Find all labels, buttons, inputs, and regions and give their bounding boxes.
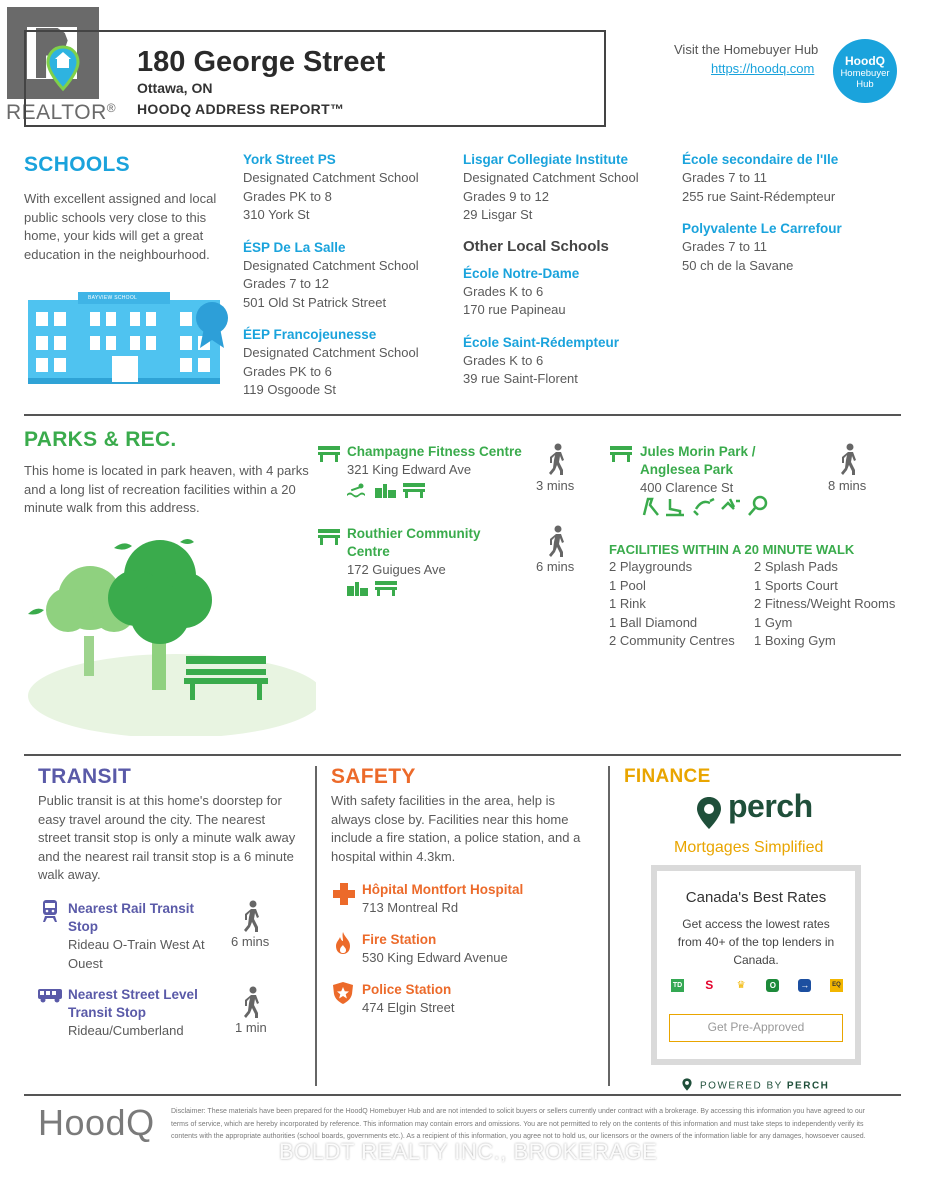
schools-title: SCHOOLS	[24, 153, 130, 176]
powered-by-perch: POWERED BY PERCH	[682, 1078, 829, 1094]
school-address: 501 Old St Patrick Street	[243, 294, 387, 310]
safety-item-address: 530 King Edward Avenue	[362, 950, 508, 965]
train-icon	[42, 900, 58, 927]
lender-logo-eq: EQ	[830, 979, 843, 992]
footer-disclaimer: Disclaimer: These materials have been prepared for the HoodQ Homebuyer Hub and are not intended to solicit buyers or sellers currently under contract with a brokerage. By accessing this information you have agreed to our terms of service, which are hereby incorporated by reference. This information may contain errors and omissions. You are not permitted to rely on the contents of this information and must take steps to independently verify its contents with the appropriate authorities (school boards, governments etc.). As a recipient of this information, you agree not to hold us, our licensors or the owners of the information liable for any damages, howsoever caused.	[171, 1108, 866, 1140]
lender-logo-scotia: S	[705, 978, 714, 992]
walk-icon	[547, 525, 567, 562]
school-name[interactable]: Lisgar Collegiate Institute	[463, 152, 629, 167]
safety-fire-station	[362, 931, 508, 968]
rates-card-text: Get access the lowest rates from 40+ of the top lenders in Canada.	[677, 917, 835, 967]
bench-icon	[318, 529, 340, 550]
transit-rail-stop: Rideau O-Train West At	[68, 937, 205, 952]
divider-safety-finance	[608, 766, 610, 1086]
hub-badge-line2: Homebuyer	[840, 68, 890, 79]
safety-police-station	[362, 981, 455, 1018]
transit-intro: Public transit is at this home's doorstep for easy travel around the city. The nearest street transit stop is only a minute walk away and the nearest rail transit stop is a 6 minute walk away.	[38, 793, 296, 882]
school-col-2	[463, 151, 673, 389]
divider-transit-safety	[315, 766, 317, 1086]
park-place-address: 172 Guigues Ave	[347, 562, 446, 577]
school-name[interactable]: École Notre-Dame	[463, 265, 580, 281]
divider-schools	[24, 414, 901, 416]
lender-logo-circle: O	[766, 979, 779, 992]
walk-time: 3 mins	[536, 478, 575, 493]
transit-rail-stop-line2: Ouest	[68, 955, 103, 971]
safety-item-address: 474 Elgin Street	[362, 1000, 455, 1015]
walk-icon	[547, 443, 567, 480]
school-polyvalente-le-carrefour	[682, 220, 902, 275]
safety-title: SAFETY	[331, 765, 416, 788]
hub-badge-line1: HoodQ	[845, 54, 885, 68]
hub-link[interactable]: https://hoodq.com	[711, 61, 815, 76]
walk-icon	[242, 986, 262, 1023]
report-label: HOODQ ADDRESS REPORT™	[137, 101, 345, 117]
school-york-street	[243, 151, 453, 225]
school-address: 29 Lisgar St	[463, 207, 533, 222]
safety-item-name[interactable]: Police Station	[362, 982, 452, 997]
bus-icon	[38, 989, 62, 1008]
police-badge-icon	[333, 982, 353, 1009]
facilities-right-list: 2 Splash Pads 1 Sports Court 2 Fitness/Weight Rooms 1 Gym 1 Boxing Gym	[754, 559, 896, 648]
walk-icon	[242, 900, 262, 937]
perch-pin-icon	[696, 796, 722, 830]
park-place-name-line2[interactable]: Centre	[347, 544, 390, 559]
park-place-address: 321 King Edward Ave	[347, 462, 472, 477]
school-name[interactable]: École secondaire de l'Ile	[682, 152, 839, 167]
address-title: 180 George Street	[137, 46, 386, 78]
park-place-jules-morin	[640, 443, 756, 498]
school-name[interactable]: ÉEP Francojeunesse	[243, 327, 377, 342]
school-eep-francojeunesse	[243, 326, 453, 400]
school-address: 39 rue Saint-Florent	[463, 371, 578, 386]
park-place-amenities	[347, 580, 399, 601]
walk-time: 8 mins	[828, 478, 867, 493]
transit-street	[68, 986, 198, 1041]
park-place-name[interactable]: Routhier Community	[347, 526, 481, 541]
lender-logo-desjardins: ♛	[736, 980, 746, 991]
walk-time: 6 mins	[231, 934, 270, 949]
school-grades: Grades K to 6	[463, 352, 544, 368]
hub-badge[interactable]	[833, 39, 897, 103]
park-place-name[interactable]: Jules Morin Park /	[640, 444, 756, 459]
facilities-title: FACILITIES WITHIN A 20 MINUTE WALK	[609, 542, 855, 557]
school-address: 255 rue Saint-Rédempteur	[682, 188, 836, 204]
safety-item-name[interactable]: Fire Station	[362, 932, 437, 947]
school-type: Designated Catchment School	[243, 170, 419, 185]
walk-time: 1 min	[235, 1020, 267, 1035]
lender-logo-td: TD	[671, 979, 684, 992]
school-ecole-secondaire-de-lile	[682, 151, 902, 206]
transit-street-title-line2[interactable]: Transit Stop	[68, 1005, 147, 1020]
transit-rail-title-line2[interactable]: Stop	[68, 919, 98, 934]
park-place-champagne	[347, 443, 522, 480]
get-pre-approved-button[interactable]: Get Pre-Approved	[669, 1014, 843, 1042]
hoodq-footer-logo: HoodQ	[38, 1102, 155, 1143]
school-type: Designated Catchment School	[463, 170, 639, 185]
school-address: 50 ch de la Savane	[682, 257, 794, 273]
parks-intro: This home is located in park heaven, with 4 parks and a long list of recreation facilities within a 20 minute walk from this address.	[24, 463, 309, 515]
lender-logos	[671, 979, 843, 992]
school-grades: Grades 9 to 12	[463, 188, 549, 204]
school-lisgar	[463, 151, 673, 225]
lender-logo-arrow: →	[800, 980, 810, 990]
perch-wordmark: perch	[728, 788, 813, 824]
parks-title: PARKS & REC.	[24, 428, 177, 451]
school-grades: Grades PK to 8	[243, 188, 332, 204]
school-ecole-saint-redempteur	[463, 334, 673, 389]
walk-time: 6 mins	[536, 559, 575, 574]
school-name[interactable]: Polyvalente Le Carrefour	[682, 221, 842, 236]
school-address: 310 York St	[243, 207, 310, 222]
divider-parks	[24, 754, 901, 756]
transit-rail	[68, 900, 205, 973]
school-grades: Grades PK to 6	[243, 363, 332, 379]
address-city: Ottawa, ON	[137, 80, 213, 96]
school-col-1	[243, 151, 453, 400]
park-place-address: 400 Clarence St	[640, 480, 734, 495]
transit-title: TRANSIT	[38, 765, 132, 788]
safety-hospital	[362, 881, 523, 918]
other-schools-title: Other Local Schools	[463, 237, 609, 255]
facilities-left-list: 2 Playgrounds 1 Pool 1 Rink 1 Ball Diamond 2 Community Centres	[609, 559, 735, 648]
hub-badge-line3: Hub	[856, 79, 874, 90]
school-col-3	[682, 151, 902, 275]
school-type: Designated Catchment School	[243, 345, 419, 360]
brokerage-watermark: BOLDT REALTY INC., BROKERAGE	[279, 1139, 658, 1164]
school-building-sign: BAYVIEW SCHOOL	[88, 295, 138, 301]
school-name[interactable]: École Saint-Rédempteur	[463, 334, 620, 350]
school-type: Designated Catchment School	[243, 257, 419, 273]
school-address: 119 Osgoode St	[243, 382, 336, 397]
transit-street-title[interactable]: Nearest Street Level	[68, 987, 198, 1002]
hospital-cross-icon	[333, 883, 355, 910]
realtor-label: REALTOR®	[6, 101, 117, 124]
school-name[interactable]: ÉSP De La Salle	[243, 239, 346, 255]
perch-tagline: Mortgages Simplified	[674, 839, 824, 856]
school-grades: Grades K to 6	[463, 283, 544, 299]
transit-street-stop: Rideau/Cumberland	[68, 1023, 184, 1038]
park-place-name-line2[interactable]: Anglesea Park	[640, 462, 734, 477]
school-building-illustration	[28, 286, 238, 391]
safety-item-address: 713 Montreal Rd	[362, 900, 459, 915]
school-name[interactable]: York Street PS	[243, 152, 336, 167]
park-place-routhier	[347, 525, 481, 580]
rates-card-title: Canada's Best Rates	[685, 889, 827, 906]
bench-icon	[610, 446, 632, 467]
park-illustration	[26, 536, 316, 741]
park-place-amenities	[347, 482, 427, 503]
park-place-amenities	[640, 495, 770, 522]
school-esp-de-la-salle	[243, 239, 453, 313]
perch-pin-small-icon	[682, 1078, 692, 1094]
school-grades: Grades 7 to 12	[243, 276, 329, 291]
school-ecole-notre-dame	[463, 265, 673, 320]
walk-icon	[839, 443, 859, 480]
bench-icon	[318, 446, 340, 467]
finance-title: FINANCE	[624, 766, 711, 787]
fire-icon	[335, 932, 351, 959]
rates-card	[651, 865, 861, 1065]
transit-rail-title[interactable]: Nearest Rail Transit	[68, 901, 195, 916]
visit-hub-text: Visit the Homebuyer Hub	[674, 42, 819, 57]
safety-item-name[interactable]: Hôpital Montfort Hospital	[362, 882, 524, 897]
park-place-name[interactable]: Champagne Fitness Centre	[347, 444, 522, 459]
schools-intro: With excellent assigned and local public schools very close to this home, your kids will get a great education in the neighbourhood.	[24, 191, 217, 262]
divider-footer	[24, 1094, 901, 1096]
school-grades: Grades 7 to 11	[682, 170, 768, 185]
school-address: 170 rue Papineau	[463, 302, 566, 317]
school-grades: Grades 7 to 11	[682, 239, 768, 254]
safety-intro: With safety facilities in the area, help is always close by. Facilities near this home include a fire station, a police station, and a hospital within 4.3km.	[331, 793, 581, 864]
